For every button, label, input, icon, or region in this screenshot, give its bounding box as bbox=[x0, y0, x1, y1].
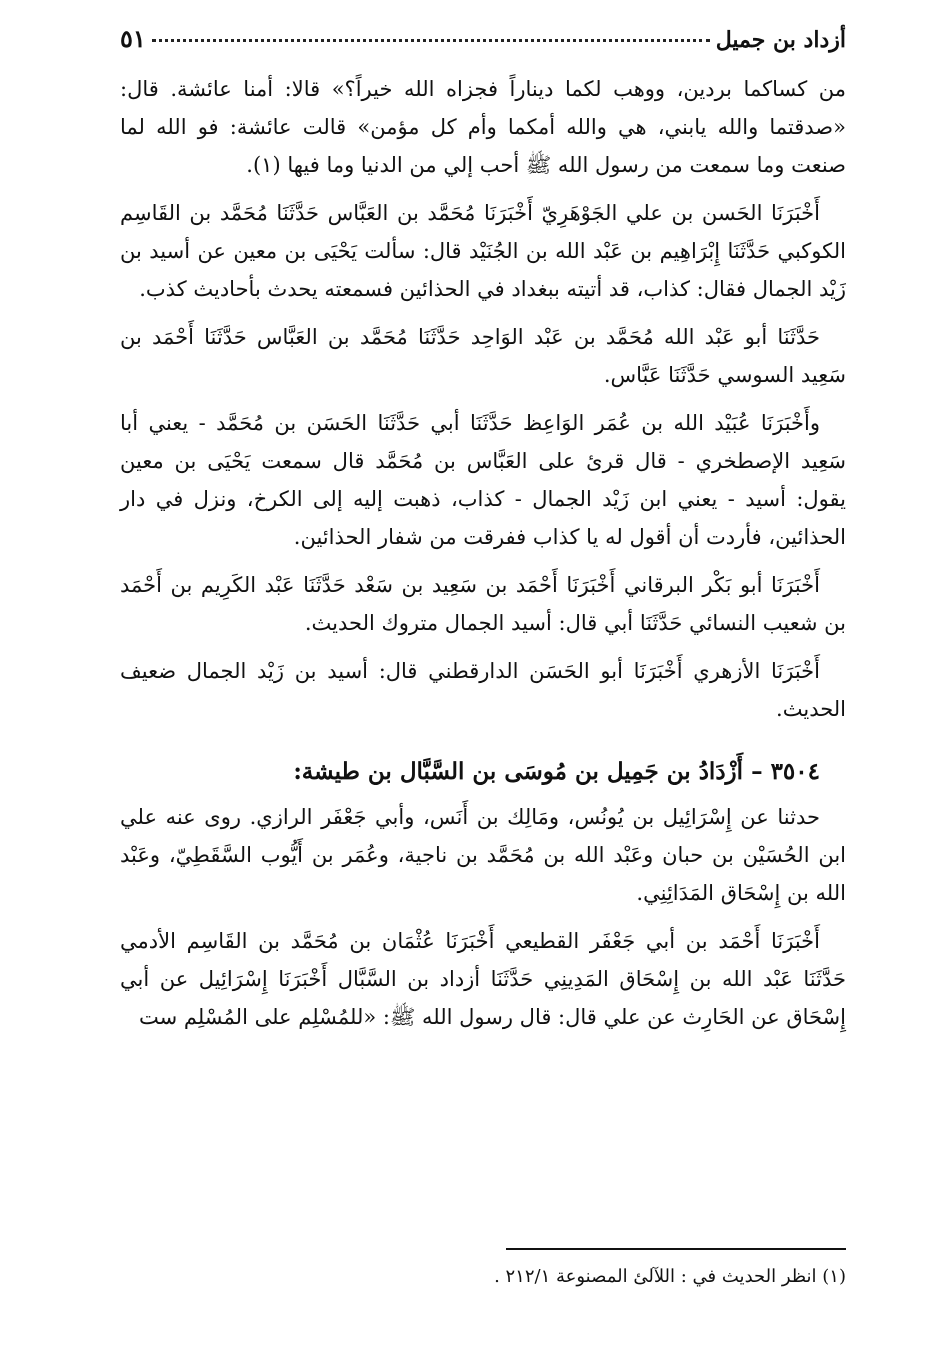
paragraph-narration-5: أَخْبَرَنَا الأزهري أَخْبَرَنَا أبو الحَسَن الدارقطني قال: أسيد بن زَيْد الجمال ضعيف الحديث. bbox=[120, 659, 846, 721]
page-body bbox=[120, 70, 846, 1036]
footnote-rule bbox=[506, 1248, 846, 1250]
paragraph-narration-3: وأَخْبَرَنَا عُبَيْد الله بن عُمَر الوَاعِظ حَدَّثَنَا أبي حَدَّثَنَا الحَسَن بن مُحَمَّد - يعني أبا سَعِيد الإصطخري - قال قرئ على العَبَّاس بن مُحَمَّد قال سمعت يَحْيَى بن معين يقول: أسيد - يعني ابن زَيْد الجمال - كذاب، ذهبت إليه إلى الكرخ، ونزل في دار الحذائين، فأردت أن أقول له يا كذاب ففرقت من شفار الحذائين. bbox=[120, 411, 846, 549]
running-title: أزداد بن جميل bbox=[715, 27, 846, 53]
footnote: (١) انظر الحديث في : اللآلئ المصنوعة ٢١٢/١ . bbox=[494, 1266, 846, 1287]
header-leader-dots bbox=[152, 39, 710, 42]
running-header bbox=[120, 24, 846, 66]
paragraph-narration-4: أَخْبَرَنَا أبو بَكْر البرقاني أَخْبَرَنَا أَحْمَد بن سَعِيد بن سَعْد حَدَّثَنَا عَبْد الكَرِيم بن أَحْمَد بن شعيب النسائي حَدَّثَنَا أبي قال: أسيد الجمال متروك الحديث. bbox=[120, 573, 846, 635]
paragraph-narration-2: حَدَّثَنَا أبو عَبْد الله مُحَمَّد بن عَبْد الوَاحِد حَدَّثَنَا مُحَمَّد بن العَبَّاس حَدَّثَنَا أَحْمَد بن سَعِيد السوسي حَدَّثَنَا عَبَّاس. bbox=[120, 325, 846, 387]
page-number: ٥١ bbox=[120, 24, 146, 53]
entry-paragraph-bio: حدثنا عن إِسْرَائِيل بن يُونُس، ومَالِك بن أَنَس، وأبي جَعْفَر الرازي. روى عنه علي ابن الحُسَيْن بن حبان وعَبْد الله بن مُحَمَّد بن ناجية، وعُمَر بن أَيُّوب السَّقَطِيّ، وعَبْد الله بن إِسْحَاق المَدَائِنِي. bbox=[120, 805, 846, 905]
entry-paragraph-hadith: أَخْبَرَنَا أَحْمَد بن أبي جَعْفَر القطيعي أَخْبَرَنَا عُثْمَان بن مُحَمَّد بن القَاسِم الأدمي حَدَّثَنَا عَبْد الله بن إِسْحَاق المَدِينِي حَدَّثَنَا أزداد بن السَّبَّال أَخْبَرَنَا إِسْرَائِيل عن أبي إِسْحَاق عن الحَارِث عن علي قال: قال رسول الله ﷺ: «للمُسْلِم على المُسْلِم ست bbox=[120, 929, 846, 1029]
entry-heading: ٣٥٠٤ – أَزْدَادُ بن جَمِيل بن مُوسَى بن السَّبَّال بن طيشة: bbox=[293, 758, 820, 785]
paragraph-continuation: من كساكما بردين، ووهب لكما ديناراً فجزاه الله خيراً؟» قالا: أمنا عائشة. قال: «صدقتما والله يابني، هي والله أمكما وأم كل مؤمن» قالت عائشة: فو الله لما صنعت وما سمعت من رسول الله ﷺ أحب إلي من الدنيا وما فيها (١). bbox=[120, 77, 846, 177]
paragraph-narration-1: أَخْبَرَنَا الحَسن بن علي الجَوْهَرِيّ أَخْبَرَنَا مُحَمَّد بن العَبَّاس حَدَّثَنَا مُحَمَّد بن القَاسِم الكوكبي حَدَّثَنَا إِبْرَاهِيم بن عَبْد الله بن الجُنَيْد قال: سألت يَحْيَى بن معين عن أسيد بن زَيْد الجمال فقال: كذاب، قد أتيته ببغداد في الحذائين فسمعته يحدث بأحاديث كذب. bbox=[120, 201, 846, 301]
